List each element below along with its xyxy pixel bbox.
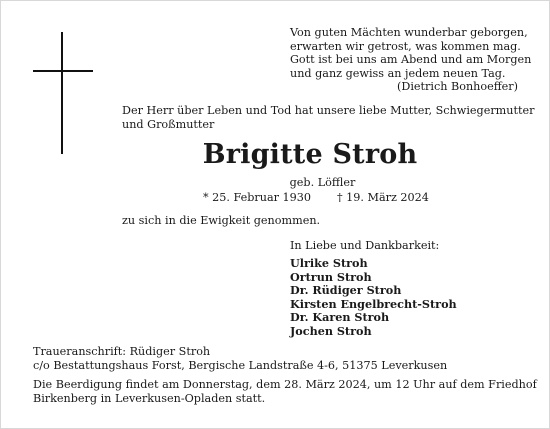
intro-line: und Großmutter [122,117,215,131]
cross-horizontal-bar [33,70,93,72]
mourner-name: Dr. Karen Stroh [290,310,390,325]
mourner-name: Kirsten Engelbrecht-Stroh [290,296,457,311]
mourner-name: Jochen Stroh [290,323,372,338]
address-line: c/o Bestattungshaus Forst, Bergische Landstraße 4-6, 51375 Leverkusen [33,358,448,372]
quote-line: Von guten Mächten wunderbar geborgen, [290,26,528,39]
maiden-name: geb. Löffler [289,176,356,189]
death-date: † 19. März 2024 [337,191,429,204]
cross-vertical-bar [61,32,63,154]
quote-line: und ganz gewiss an jedem neuen Tag. [290,66,506,80]
quote-line: erwarten wir getrost, was kommen mag. [290,39,521,53]
birth-date: * 25. Februar 1930 [203,191,312,204]
intro-line: Der Herr über Leben und Tod hat unsere liebe Mutter, Schwiegermutter [122,104,535,117]
quote-author: (Dietrich Bonhoeffer) [397,80,518,94]
quote-line: Gott ist bei uns am Abend und am Morgen [290,53,532,67]
funeral-line: Die Beerdigung findet am Donnerstag, dem 28. März 2024, um 12 Uhr auf dem Friedhof [33,378,537,391]
called-home-text: zu sich in die Ewigkeit genommen. [122,214,321,227]
mourners-heading: In Liebe und Dankbarkeit: [290,239,440,252]
funeral-line: Birkenberg in Leverkusen-Opladen statt. [33,391,266,405]
mourners-list [290,257,457,339]
bonhoeffer-quote [290,26,531,94]
deceased-name: Brigitte Stroh [202,139,418,170]
mourner-name: Dr. Rüdiger Stroh [290,283,402,298]
mourner-name: Ulrike Stroh [290,256,368,270]
intro-text [122,104,534,131]
mourning-address [33,345,447,372]
funeral-info [33,378,537,405]
mourner-name: Ortrun Stroh [290,269,372,284]
address-line: Traueranschrift: Rüdiger Stroh [33,345,211,358]
